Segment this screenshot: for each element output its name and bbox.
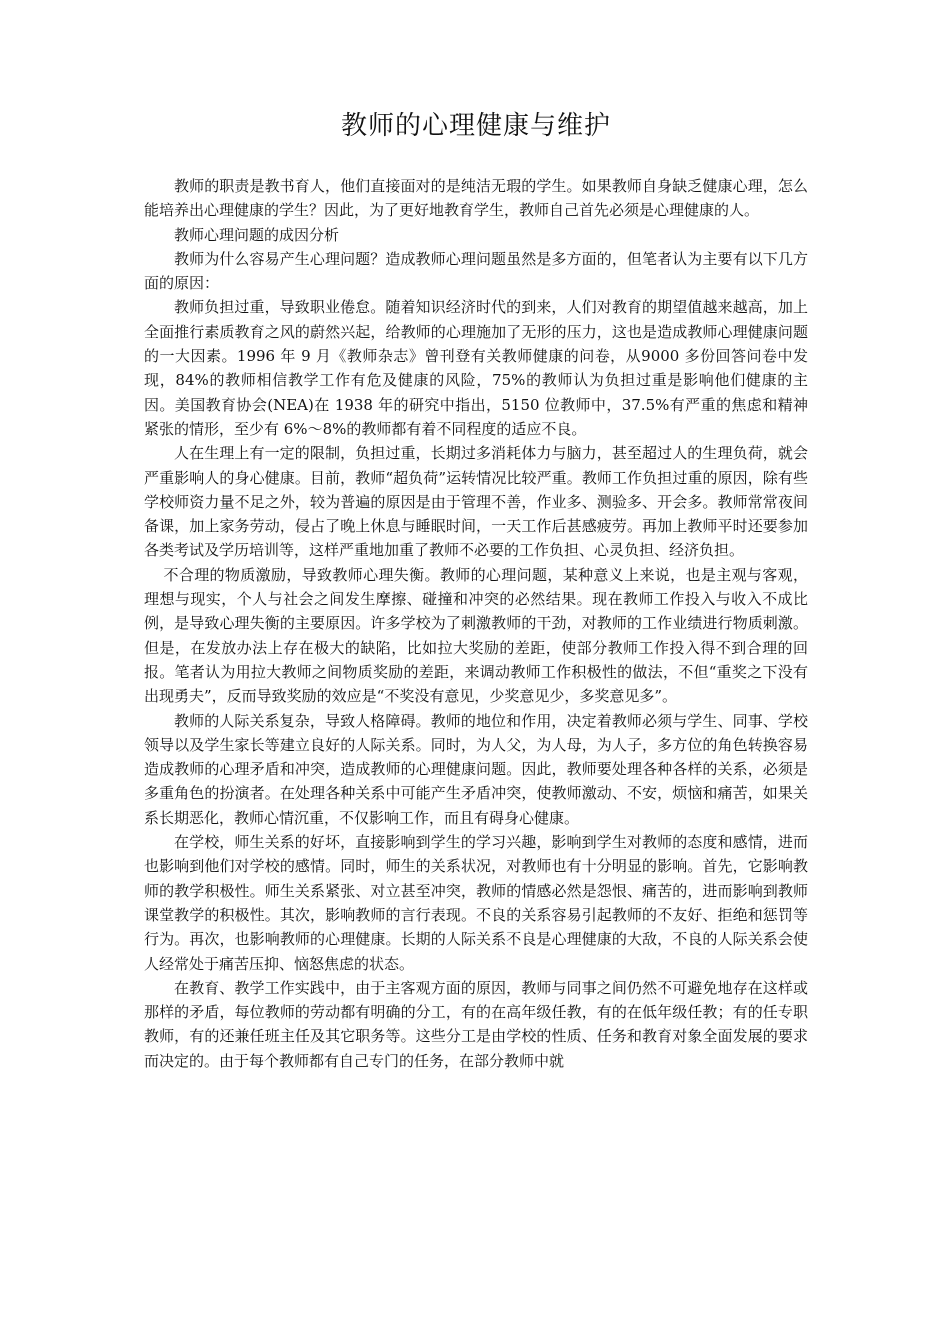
- paragraph-burden: 教师负担过重，导致职业倦怠。随着知识经济时代的到来，人们对教育的期望值越来越高，加上全面推行素质教育之风的蔚然兴起，给教师的心理施加了无形的压力，这也是造成教师心理健康问题的一大因素。1996 年 9 月《教师杂志》曾刊登有关教师健康的问卷，从9000 多份回答问卷中发现，84%的教师相信教学工作有危及健康的风险，75%的教师认为负担过重是影响他们健康的主因。美国教育协会(NEA)在 1938 年的研究中指出，5150 位教师中，37.5%有严重的焦虑和精神紧张的情形，至少有 6%～8%的教师都有着不同程度的适应不良。: [144, 298, 808, 438]
- document-page: [144, 106, 808, 1073]
- paragraph-incentive: 不合理的物质激励，导致教师心理失衡。教师的心理问题，某种意义上来说，也是主观与客观，理想与现实，个人与社会之间发生摩擦、碰撞和冲突的必然结果。现在教师工作投入与收入不成比例，是导致心理失衡的主要原因。许多学校为了刺激教师的干劲，对教师的工作业绩进行物质刺激。但是，在发放办法上存在极大的缺陷，比如拉大奖励的差距，使部分教师工作投入得不到合理的回报。笔者认为用拉大教师之间物质奖励的差距，来调动教师工作积极性的做法，不但“重奖之下没有出现勇夫”，反而导致奖励的效应是“不奖没有意见，少奖意见少，多奖意见多”。: [144, 565, 808, 706]
- page-title: 教师的心理健康与维护: [340, 111, 611, 141]
- paragraph-colleagues: 在教育、教学工作实践中，由于主客观方面的原因，教师与同事之间仍然不可避免地存在这样或那样的矛盾，每位教师的劳动都有明确的分工，有的在高年级任教，有的在低年级任教；有的任专职教师，有的还兼任班主任及其它职务等。这些分工是由学校的性质、任务和教育对象全面发展的要求而决定的。由于每个教师都有自己专门的任务，在部分教师中就: [144, 978, 808, 1070]
- paragraph-relationships: 教师的人际关系复杂，导致人格障碍。教师的地位和作用，决定着教师必须与学生、同事、学校领导以及学生家长等建立良好的人际关系。同时，为人父，为人母，为人子，多方位的角色转换容易造成教师的心理矛盾和冲突，造成教师的心理健康问题。因此，教师要处理各种各样的关系，必须是多重角色的扮演者。在处理各种关系中可能产生矛盾冲突，使教师激动、不安，烦恼和痛苦，如果关系长期恶化，教师心情沉重，不仅影响工作，而且有碍身心健康。: [144, 711, 808, 827]
- paragraph-teacher-student: 在学校，师生关系的好坏，直接影响到学生的学习兴趣，影响到学生对教师的态度和感情，进而也影响到他们对学校的感情。同时，师生的关系状况，对教师也有十分明显的影响。首先，它影响教师的教学积极性。师生关系紧张、对立甚至冲突，教师的情感必然是怨恨、痛苦的，进而影响到教师课堂教学的积极性。其次，影响教师的言行表现。不良的关系容易引起教师的不友好、拒绝和惩罚等行为。再次，也影响教师的心理健康。长期的人际关系不良是心理健康的大敌，不良的人际关系会使人经常处于痛苦压抑、恼怒焦虑的状态。: [144, 833, 808, 973]
- paragraph-intro: 教师的职责是教书育人，他们直接面对的是纯洁无瑕的学生。如果教师自身缺乏健康心理，怎么能培养出心理健康的学生？因此，为了更好地教育学生，教师自己首先必须是心理健康的人。: [144, 177, 808, 220]
- paragraph-physiology: 人在生理上有一定的限制，负担过重，长期过多消耗体力与脑力，甚至超过人的生理负荷，就会严重影响人的身心健康。目前，教师“超负荷”运转情况比较严重。教师工作负担过重的原因，除有些学校师资力量不足之外，较为普遍的原因是由于管理不善，作业多、测验多、开会多。教师常常夜间备课，加上家务劳动，侵占了晚上休息与睡眠时间，一天工作后甚感疲劳。再加上教师平时还要参加各类考试及学历培训等，这样严重地加重了教师不必要的工作负担、心灵负担、经济负担。: [144, 444, 808, 560]
- section-heading: 教师心理问题的成因分析: [174, 225, 340, 244]
- paragraph-question: 教师为什么容易产生心理问题？造成教师心理问题虽然是多方面的，但笔者认为主要有以下几方面的原因：: [144, 249, 808, 293]
